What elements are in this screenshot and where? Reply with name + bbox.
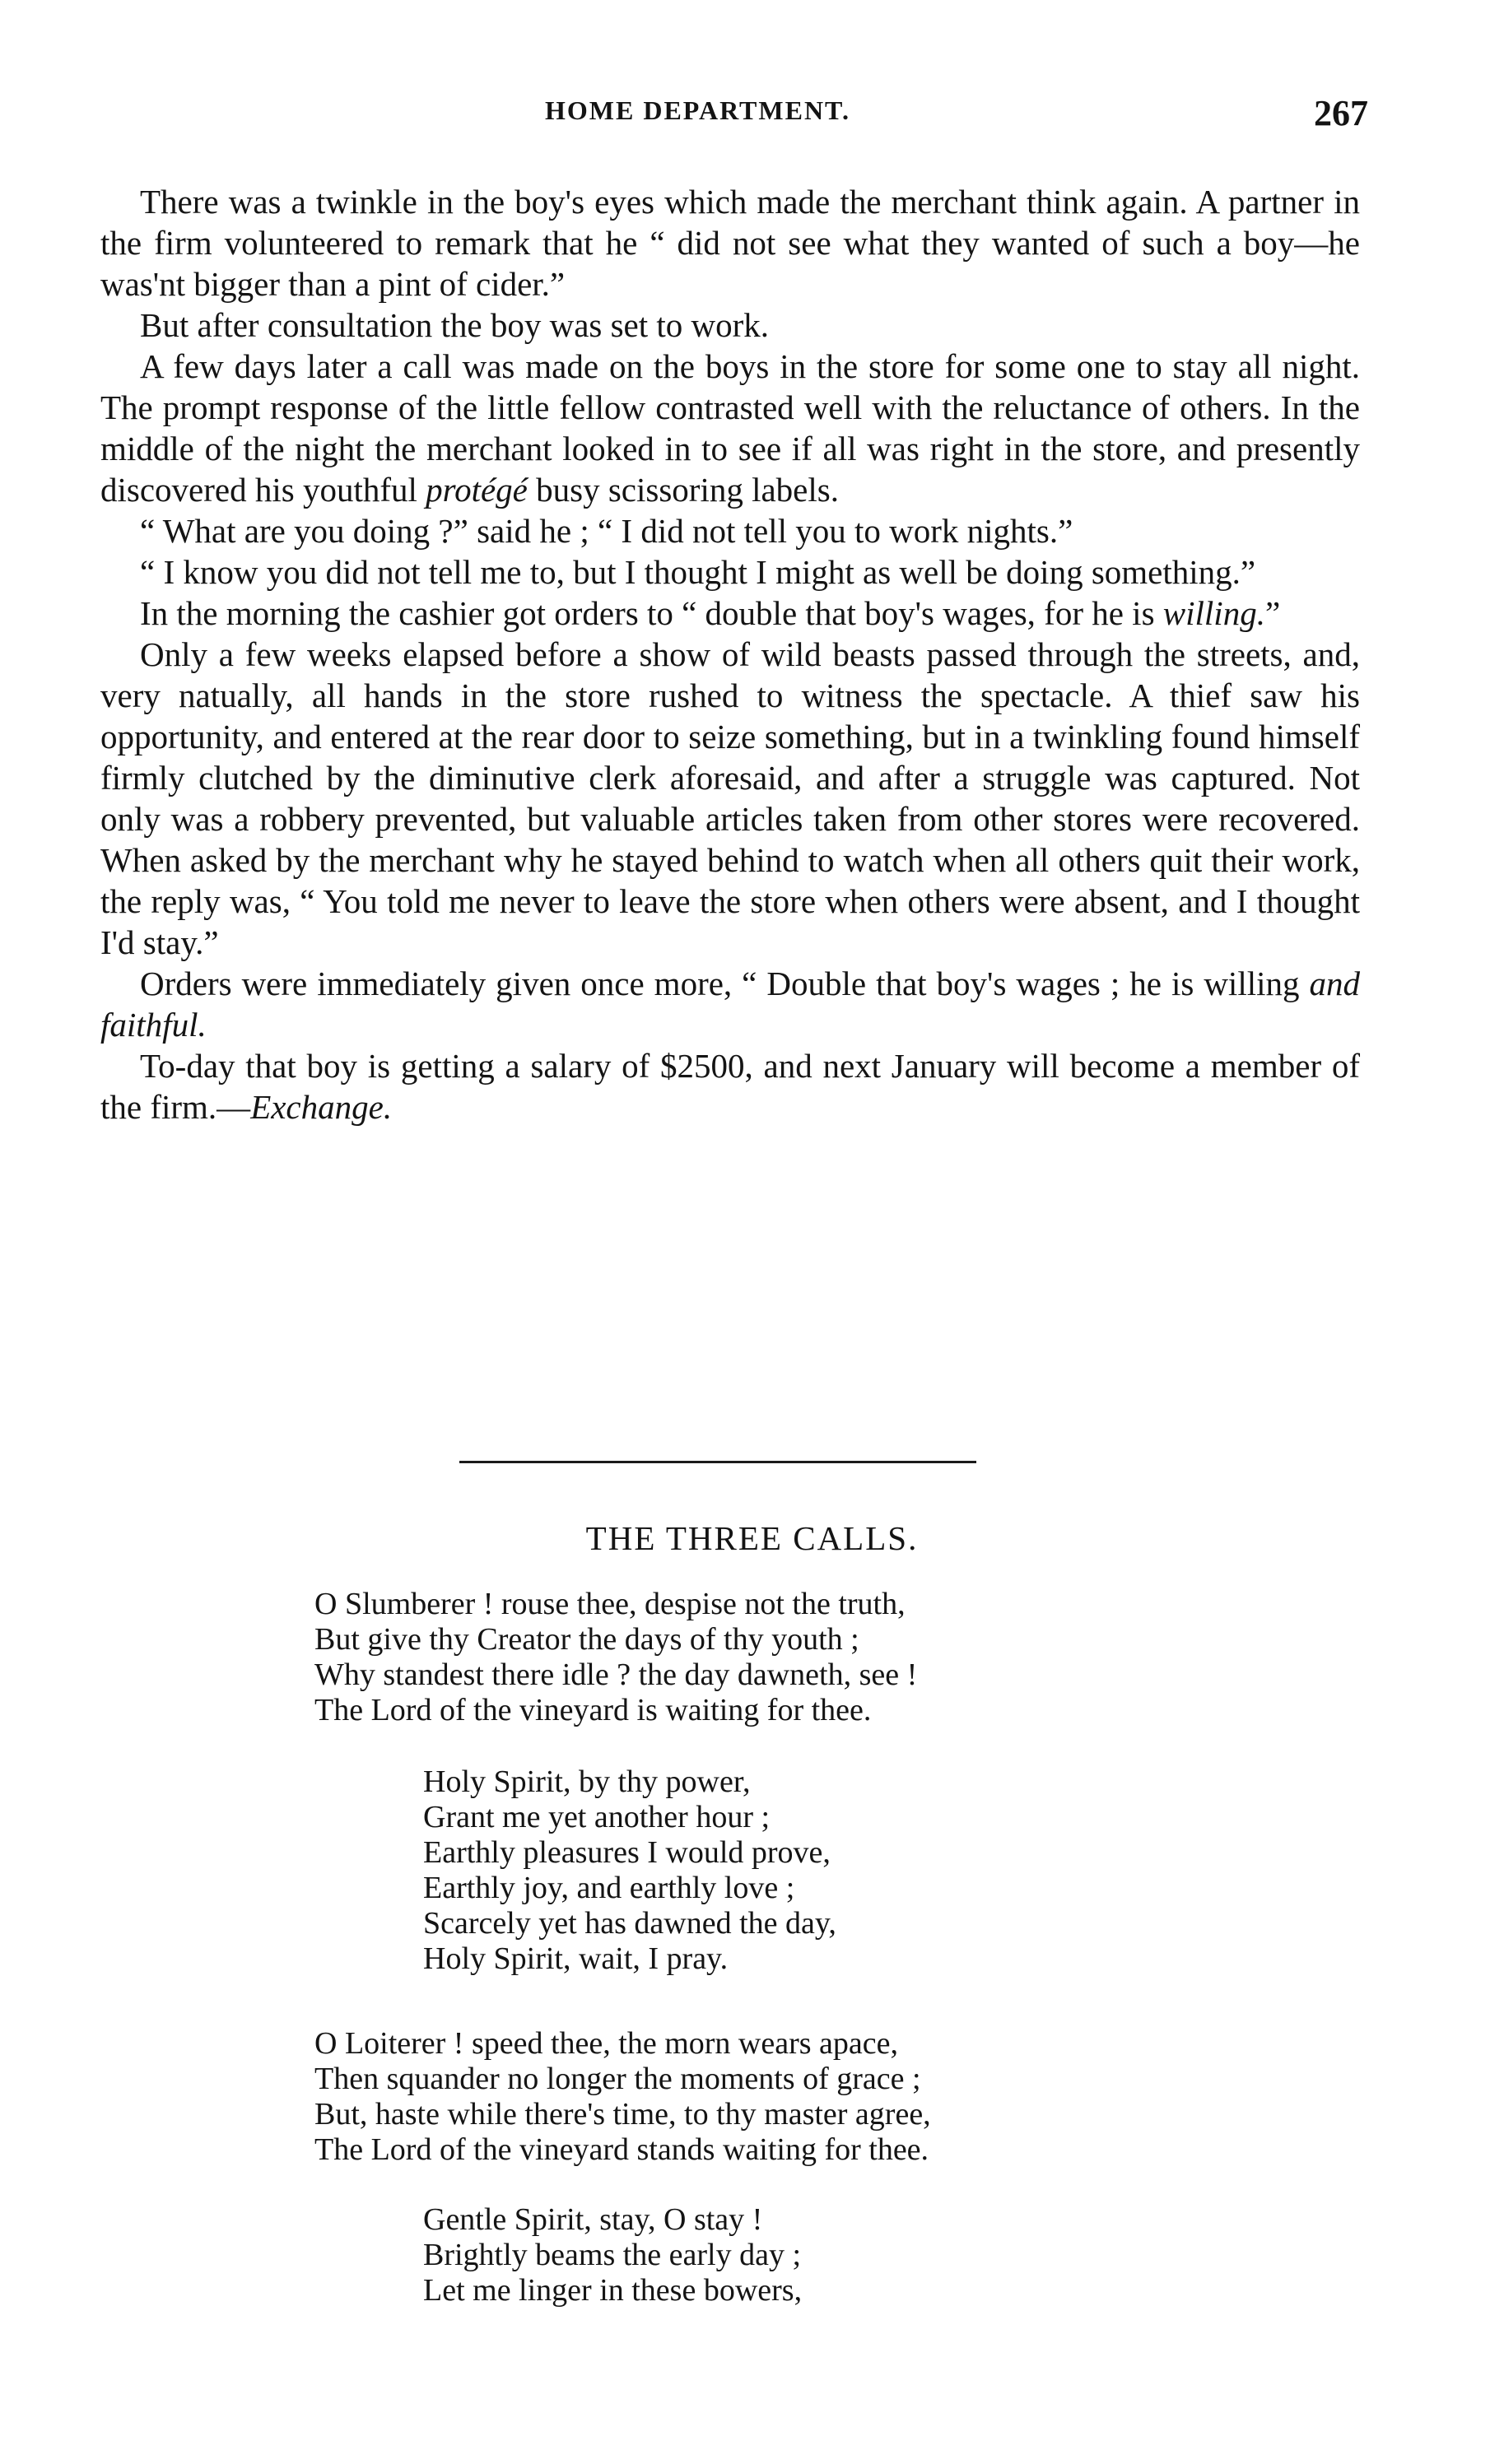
poem-line: The Lord of the vineyard is waiting for thee. bbox=[314, 1693, 872, 1727]
paragraph: A few days later a call was made on the boys in the store for some one to stay all night. The prompt response of the little fellow contrasted well with the reluctance of others. In the middle of the night the merchant looked in to see if all was right in the store, and presently discovered his youthful protégé busy scissoring labels. bbox=[100, 347, 1360, 509]
poem-line: Earthly pleasures I would prove, bbox=[423, 1835, 831, 1870]
poem-stanza-2 bbox=[423, 1764, 836, 1977]
paragraph: “ I know you did not tell me to, but I thought I might as well be doing something.” bbox=[140, 553, 1256, 591]
poem-line: O Loiterer ! speed thee, the morn wears apace, bbox=[314, 2026, 898, 2061]
paragraph: There was a twinkle in the boy's eyes which made the merchant think again. A partner in the firm volunteered to remark that he “ did not see what they wanted of such a boy—he was'nt bigger than a pint of cider.” bbox=[100, 183, 1360, 303]
poem-stanza-1 bbox=[314, 1587, 917, 1728]
poem-line: Let me linger in these bowers, bbox=[423, 2273, 803, 2308]
poem-line: Holy Spirit, wait, I pray. bbox=[423, 1941, 729, 1976]
paragraph: But after consultation the boy was set to work. bbox=[140, 306, 770, 344]
poem-line: O Slumberer ! rouse thee, despise not the truth, bbox=[314, 1587, 906, 1621]
poem-line: Brightly beams the early day ; bbox=[423, 2238, 802, 2272]
poem-line: Why standest there idle ? the day dawneth, see ! bbox=[314, 1657, 918, 1692]
poem-line: Scarcely yet has dawned the day, bbox=[423, 1906, 836, 1941]
poem-line: The Lord of the vineyard stands waiting for thee. bbox=[314, 2132, 929, 2167]
italic-word: willing. bbox=[1162, 594, 1265, 632]
page-header bbox=[100, 92, 1368, 142]
source-credit: Exchange. bbox=[250, 1088, 393, 1126]
poem-title: THE THREE CALLS. bbox=[585, 1519, 919, 1557]
poem-line: But give thy Creator the days of thy youth ; bbox=[314, 1622, 859, 1657]
paragraph: In the morning the cashier got orders to “ double that boy's wages, for he is willing.” bbox=[140, 594, 1281, 632]
paragraph: To-day that boy is getting a salary of $2500, and next January will become a member of the firm.—Exchange. bbox=[100, 1047, 1360, 1126]
paragraph: “ What are you doing ?” said he ; “ I did not tell you to work nights.” bbox=[140, 512, 1073, 550]
section-divider bbox=[459, 1461, 976, 1463]
poem-stanza-3 bbox=[314, 2026, 931, 2168]
poem-line: Gentle Spirit, stay, O stay ! bbox=[423, 2202, 763, 2237]
poem-line: Grant me yet another hour ; bbox=[423, 1800, 771, 1834]
paragraph: Orders were immediately given once more, “ Double that boy's wages ; he is willing and faithful. bbox=[100, 965, 1360, 1044]
poem-line: Then squander no longer the moments of grace ; bbox=[314, 2062, 921, 2096]
paragraph: Only a few weeks elapsed before a show of wild beasts passed through the streets, and, very natually, all hands in the store rushed to witness the spectacle. A thief saw his opportunity, and entered at the rear door to seize something, but in a twinkling found himself firmly clutched by the diminutive clerk aforesaid, and after a struggle was captured. Not only was a robbery prevented, but valuable articles taken from other stores were recovered. When asked by the merchant why he stayed behind to watch when all others quit their work, the reply was, “ You told me never to leave the store when others were absent, and I thought I'd stay.” bbox=[100, 635, 1360, 961]
poem-stanza-4 bbox=[423, 2202, 802, 2308]
poem-line: Holy Spirit, by thy power, bbox=[423, 1764, 751, 1799]
italic-phrase: and faithful. bbox=[100, 965, 1360, 1044]
running-head: HOME DEPARTMENT. bbox=[545, 95, 851, 125]
page-number: 267 bbox=[1314, 93, 1368, 133]
poem-line: Earthly joy, and earthly love ; bbox=[423, 1871, 795, 1905]
article-body bbox=[100, 181, 1360, 1127]
italic-word: protégé bbox=[426, 471, 528, 509]
poem-line: But, haste while there's time, to thy master agree, bbox=[314, 2097, 931, 2132]
